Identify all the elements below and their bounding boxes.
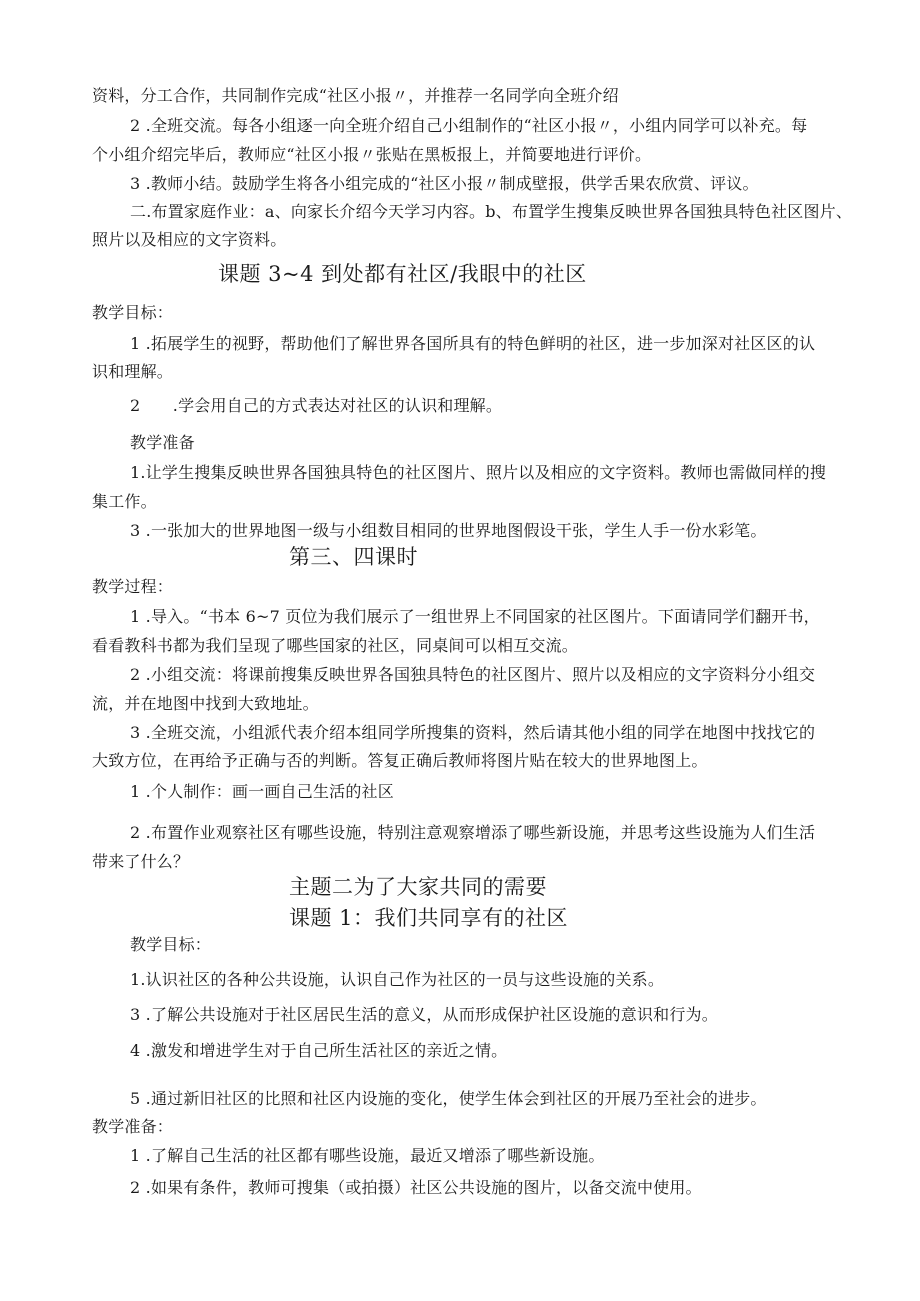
paragraph-line: 2 .全班交流。每各小组逐一向全班介绍自己小组制作的“社区小报〃，小组内同学可以补充。每 [130, 116, 808, 135]
paragraph-line: 3 .一张加大的世界地图一级与小组数目相同的世界地图假设干张，学生人手一份水彩笔。 [130, 521, 767, 540]
section-label: 教学目标： [92, 303, 174, 322]
paragraph-line: 2 .小组交流：将课前搜集反映世界各国独具特色的社区图片、照片以及相应的文字资料分小组交 [130, 665, 816, 684]
paragraph-line: 资料，分工合作，共同制作完成“社区小报〃，并推荐一名同学向全班介绍 [92, 86, 619, 105]
paragraph-line: 3 .了解公共设施对于社区居民生活的意义，从而形成保护社区设施的意识和行为。 [130, 1005, 718, 1024]
paragraph-line: 带来了什么？ [92, 852, 190, 871]
section-label: 教学准备： [92, 1117, 174, 1136]
section-label: 教学准备 [130, 433, 195, 452]
paragraph-line: 照片以及相应的文字资料。 [92, 230, 287, 249]
lesson-heading: 课题 3~4 到处都有社区/我眼中的社区 [218, 262, 587, 286]
paragraph-line: 4 .激发和增进学生对于自己所生活社区的亲近之情。 [130, 1041, 508, 1060]
theme-heading: 主题二为了大家共同的需要 [289, 875, 547, 899]
paragraph-line: 二.布置家庭作业：a、向家长介绍今天学习内容。b、布置学生搜集反映世界各国独具特色社区图片、 [130, 202, 853, 221]
paragraph-line: 流，并在地图中找到大致地址。 [92, 694, 319, 713]
paragraph-line: 1 .导入。“书本 6~7 页位为我们展示了一组世界上不同国家的社区图片。下面请同学们翻开书， [130, 607, 820, 626]
section-label: 教学目标： [130, 935, 212, 954]
paragraph-line: 1 .了解自己生活的社区都有哪些设施，最近又增添了哪些新设施。 [130, 1146, 605, 1165]
paragraph-line: 看看教科书都为我们呈现了哪些国家的社区，同桌间可以相互交流。 [92, 636, 579, 655]
paragraph-line: 1 .拓展学生的视野，帮助他们了解世界各国所具有的特色鲜明的社区，进一步加深对社区区的认 [130, 334, 816, 353]
paragraph-line: 大致方位，在再给予正确与否的判断。答复正确后教师将图片贴在较大的世界地图上。 [92, 751, 708, 770]
lesson-heading: 课题 1：我们共同享有的社区 [289, 906, 569, 930]
class-period-heading: 第三、四课时 [289, 545, 418, 569]
paragraph-line: 个小组介绍完毕后，教师应“社区小报〃张贴在黑板报上，并简要地进行评价。 [92, 145, 652, 164]
paragraph-line: 1 .个人制作：画一画自己生活的社区 [130, 782, 394, 801]
paragraph-line: 3 .教师小结。鼓励学生将各小组完成的“社区小报〃制成壁报，供学舌果农欣赏、评议。 [130, 174, 759, 193]
paragraph-line: 2 .布置作业观察社区有哪些设施，特别注意观察增添了哪些新设施，并思考这些设施为人们生活 [130, 823, 816, 842]
section-label: 教学过程： [92, 577, 174, 596]
paragraph-line: 2 .如果有条件，教师可搜集（或拍摄）社区公共设施的图片，以备交流中使用。 [130, 1178, 702, 1197]
paragraph-line: 识和理解。 [92, 362, 174, 381]
paragraph-line: 集工作。 [92, 492, 157, 511]
paragraph-line: 1.认识社区的各种公共设施，认识自己作为社区的一员与这些设施的关系。 [130, 970, 665, 989]
paragraph-line: 1.让学生搜集反映世界各国独具特色的社区图片、照片以及相应的文字资料。教师也需做同样的搜 [130, 463, 827, 482]
paragraph-line: 2 .学会用自己的方式表达对社区的认识和理解。 [130, 396, 503, 415]
paragraph-line: 5 .通过新旧社区的比照和社区内设施的变化，使学生体会到社区的开展乃至社会的进步。 [130, 1089, 767, 1108]
paragraph-line: 3 .全班交流，小组派代表介绍本组同学所搜集的资料，然后请其他小组的同学在地图中找找它的 [130, 723, 816, 742]
